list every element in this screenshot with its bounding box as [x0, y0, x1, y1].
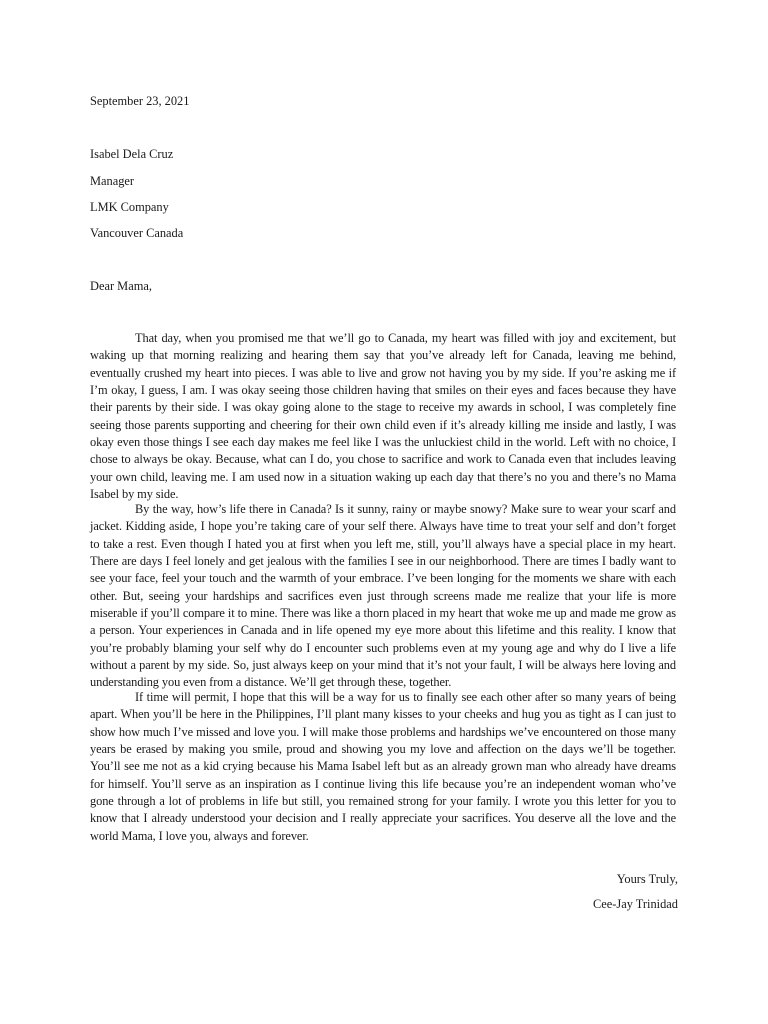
recipient-name: Isabel Dela Cruz: [90, 147, 174, 161]
body-paragraph-3: If time will permit, I hope that this will be a way for us to finally see each other after so many years of being apart. When you’ll be here in the Philippines, I’ll plant many kisses to your cheeks and hug you as tight as I can just to show how much I’ve missed and love you. I will make those problems and hardships we’ve encountered on those many years be erased by making you smile, proud and showing you my love and affection on the days we’ll be together. You’ll see me not as a kid crying because his Mama Isabel left but as an already grown man who already have dreams for himself. You’ll serve as an inspiration as I continue living this life because you’re an independent woman who’ve gone through a lot of problems in life but still, you remained strong for your family. I wrote you this letter for you to know that I already understood your decision and I really appreciate your sacrifices. You deserve all the love and the world Mama, I love you, always and forever.: [90, 690, 676, 843]
signature: Cee-Jay Trinidad: [592, 897, 678, 911]
closing: Yours Truly,: [616, 872, 678, 886]
letter-date: September 23, 2021: [90, 94, 190, 108]
recipient-company: LMK Company: [90, 200, 169, 214]
recipient-location: Vancouver Canada: [90, 226, 184, 240]
body-paragraph-1: That day, when you promised me that we’ll go to Canada, my heart was filled with joy and excitement, but waking up that morning realizing and hearing them say that you’ve already left for Canada, leaving me behind, eventually crushed my heart into pieces. I was able to live and grow not having you by my side. If you’re asking me if I’m okay, I guess, I am. I was okay seeing those children having that smiles on their eyes and faces because they have their parents by their side. I was okay going alone to the stage to receive my awards in school, I was completely fine seeing those parents supporting and cheering for their own child even if it’s already killing me inside and lastly, I was okay even those things I see each day makes me feel like I was the unluckiest child in the world. Left with no choice, I chose to always be okay. Because, what can I do, you chose to sacrifice and work to Canada even that includes leaving your own child, leaving me. I am used now in a situation waking up each day that there’s no you and there’s no Mama Isabel by my side.: [90, 331, 676, 502]
body-paragraph-2: By the way, how’s life there in Canada? Is it sunny, rainy or maybe snowy? Make sure to wear your scarf and jacket. Kidding aside, I hope you’re taking care of your self there. Always have time to treat your self and don’t forget to take a rest. Even though I hated you at first when you left me, still, you’ll always have a special place in my heart. There are days I feel lonely and get jealous with the families I see in our neighborhood. There are times I badly want to see your face, feel your touch and the warmth of your embrace. I’ve been longing for the moments we share with each other. But, seeing your hardships and sacrifices even just through screens made me realize that your life is more miserable if you’ll compare it to mine. There was like a thorn placed in my heart that woke me up and made me grow as a person. Your experiences in Canada and in life opened my eye more about this lifetime and this reality. I know that you’re probably blaming your self why do I encounter such problems even at my young age and why do I live a life without a parent by my side. So, just always keep on your mind that it’s not your fault, I will be always here loving and understanding you even from a distance. We’ll get through these, together.: [90, 502, 676, 690]
recipient-title: Manager: [90, 174, 135, 188]
salutation: Dear Mama,: [90, 279, 152, 293]
